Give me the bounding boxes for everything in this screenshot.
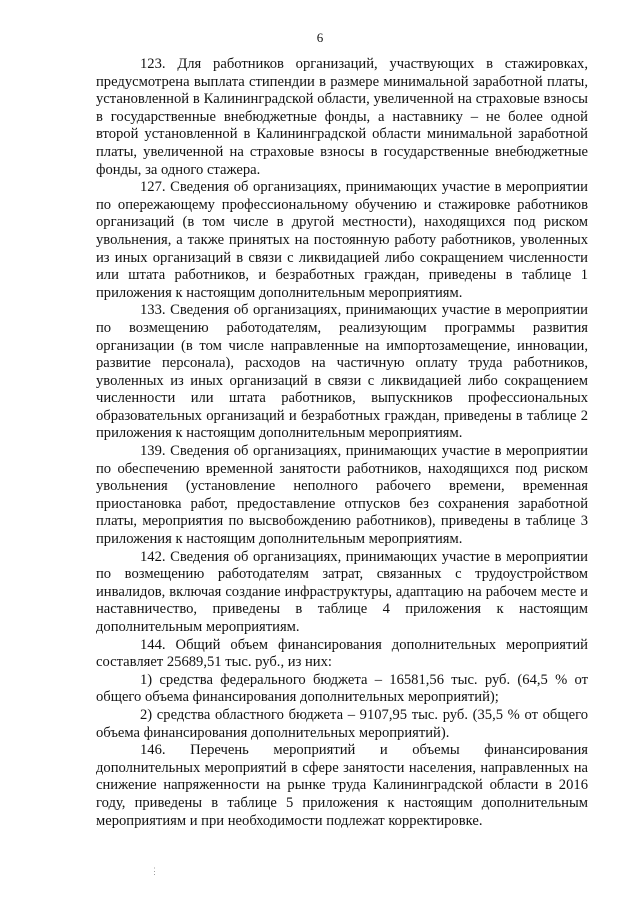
- paragraph-133: 133. Сведения об организациях, принимающих участие в мероприятии по возмещению работодателям, реализующим программы развития организации (в том числе направленные на импортозамещение, инновации, развитие персонала), расходов на частичную оплату труда работников, уволенных из иных организаций в связи с ликвидацией либо сокращением численности или штата работников, выпускников профессиональных образовательных организаций и безработных граждан, приведены в таблице 2 приложения к настоящим дополнительным мероприятиям.: [96, 302, 588, 442]
- paragraph-146: 146. Перечень мероприятий и объемы финансирования дополнительных мероприятий в сфере занятости населения, направленных на снижение напряженности на рынке труда Калининградской области в 2016 году, приведены в таблице 5 приложения к настоящим дополнительным мероприятиям и при необходимости подлежат корректировке.: [96, 742, 588, 829]
- paragraph-127: 127. Сведения об организациях, принимающих участие в мероприятии по опережающему профессиональному обучению и стажировке работников организаций (в том числе в другой местности), находящихся под риском увольнения, а также принятых на постоянную работу работников, уволенных из иных организаций в связи с ликвидацией либо сокращением численности или штата работников, и безработных граждан, приведены в таблице 1 приложения к настоящим дополнительным мероприятиям.: [96, 179, 588, 301]
- page-number: 6: [316, 30, 324, 45]
- document-body: [96, 56, 588, 830]
- paragraph-144: 144. Общий объем финансирования дополнительных мероприятий составляет 25689,51 тыс. руб., из них:: [96, 636, 588, 671]
- paragraph-142: 142. Сведения об организациях, принимающих участие в мероприятии по возмещению работодателям затрат, связанных с трудоустройством инвалидов, включая создание инфраструктуры, адаптацию на рабочем месте и наставничество, приведены в таблице 4 приложения к настоящим дополнительным мероприятиям.: [96, 548, 588, 635]
- list-item-federal-budget: 1) средства федерального бюджета – 16581,56 тыс. руб. (64,5 % от общего объема финансирования дополнительных мероприятий);: [96, 671, 588, 706]
- paragraph-139: 139. Сведения об организациях, принимающих участие в мероприятии по обеспечению временной занятости работников, находящихся под риском увольнения (установление неполного рабочего времени, временная приостановка работ, предоставление отпусков без сохранения заработной платы, мероприятия по высвобождению работников), приведены в таблице 3 приложения к настоящим дополнительным мероприятиям.: [96, 443, 588, 548]
- paragraph-123: 123. Для работников организаций, участвующих в стажировках, предусмотрена выплата стипендии в размере минимальной заработной платы, установленной в Калининградской области, увеличенной на страховые взносы в государственные внебюджетные фонды, а наставнику – не более одной второй установленной в Калининградской области минимальной заработной платы, увеличенной на страховые взносы в государственные внебюджетные фонды, за одного стажера.: [96, 56, 588, 178]
- list-item-regional-budget: 2) средства областного бюджета – 9107,95 тыс. руб. (35,5 % от общего объема финансирования дополнительных мероприятий).: [96, 706, 588, 741]
- scan-mark: ⋮: [150, 866, 159, 876]
